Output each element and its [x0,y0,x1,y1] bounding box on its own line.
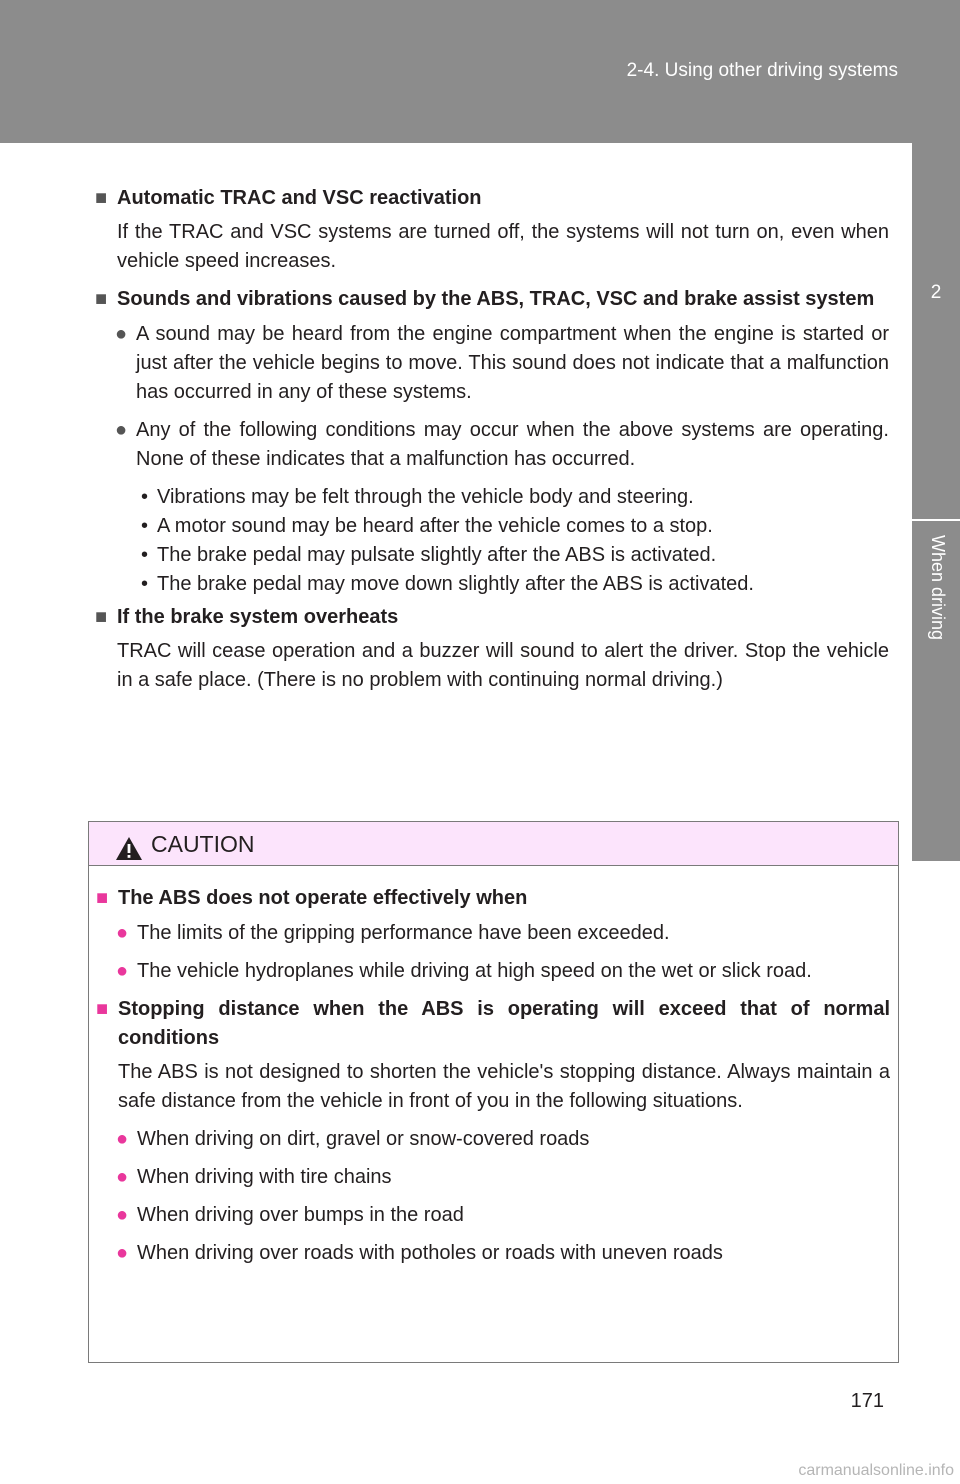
section-heading: ■ Automatic TRAC and VSC reactivation [117,184,889,213]
caution-heading: ■ Stopping distance when the ABS is operating will exceed that of normal conditions [118,995,890,1053]
chapter-tab [912,143,960,519]
bullet-item: ● The limits of the gripping performance have been exceeded. [118,919,890,948]
warning-triangle-icon [115,836,143,861]
bullet-item: ● When driving over roads with potholes or roads with uneven roads [118,1239,890,1268]
square-bullet-icon: ■ [96,998,109,1020]
bullet-item: ● When driving over bumps in the road [118,1201,890,1230]
caution-body [96,884,890,1277]
circle-bullet-icon: ● [115,419,128,441]
page-header [0,0,960,143]
section-heading: ■ If the brake system overheats [117,603,889,632]
bullet-item: ● When driving on dirt, gravel or snow-covered roads [118,1125,890,1154]
circle-bullet-icon: ● [115,323,128,345]
caution-header [89,822,898,866]
section-title: 2-4. Using other driving systems [626,60,898,81]
square-bullet-icon: ■ [96,887,109,909]
page-number: 171 [850,1390,884,1412]
section-heading: ■ Sounds and vibrations caused by the ABS, TRAC, VSC and brake assist system [117,285,889,314]
bullet-item: ● When driving with tire chains [118,1163,890,1192]
chapter-number: 2 [930,282,942,303]
paragraph: The ABS is not designed to shorten the vehicle's stopping distance. Always maintain a safe distance from the vehicle in front of you in the following situations. [118,1061,890,1112]
circle-bullet-icon: ● [116,922,129,944]
paragraph: TRAC will cease operation and a buzzer will sound to alert the driver. Stop the vehicle in a safe place. (There is no problem with continuing normal driving.) [117,640,889,691]
caution-heading: ■ The ABS does not operate effectively when [118,884,890,913]
paragraph: If the TRAC and VSC systems are turned off, the systems will not turn on, even when vehicle speed increases. [117,221,889,272]
square-bullet-icon: ■ [95,288,108,310]
sub-bullet-item: • A motor sound may be heard after the vehicle comes to a stop. [141,515,713,537]
main-content [95,184,889,704]
square-bullet-icon: ■ [95,187,108,209]
chapter-label: When driving [928,535,948,641]
bullet-item: ● Any of the following conditions may occur when the above systems are operating. None of these indicates that a malfunction has occurred. [117,416,889,474]
square-bullet-icon: ■ [95,606,108,628]
bullet-item: ● A sound may be heard from the engine compartment when the engine is started or just after the vehicle begins to move. This sound does not indicate that a malfunction has occurred in any of these systems. [117,320,889,407]
caution-box [88,821,899,1363]
circle-bullet-icon: ● [116,1242,129,1264]
circle-bullet-icon: ● [116,1128,129,1150]
circle-bullet-icon: ● [116,1204,129,1226]
sub-bullet-item: • Vibrations may be felt through the vehicle body and steering. [141,486,694,508]
sub-bullet-item: • The brake pedal may move down slightly after the ABS is activated. [141,573,754,595]
bullet-item: ● The vehicle hydroplanes while driving at high speed on the wet or slick road. [118,957,890,986]
watermark: carmanualsonline.info [798,1462,954,1479]
caution-title: CAUTION [151,831,255,857]
circle-bullet-icon: ● [116,1166,129,1188]
sub-bullet-item: • The brake pedal may pulsate slightly after the ABS is activated. [141,544,717,566]
circle-bullet-icon: ● [116,960,129,982]
